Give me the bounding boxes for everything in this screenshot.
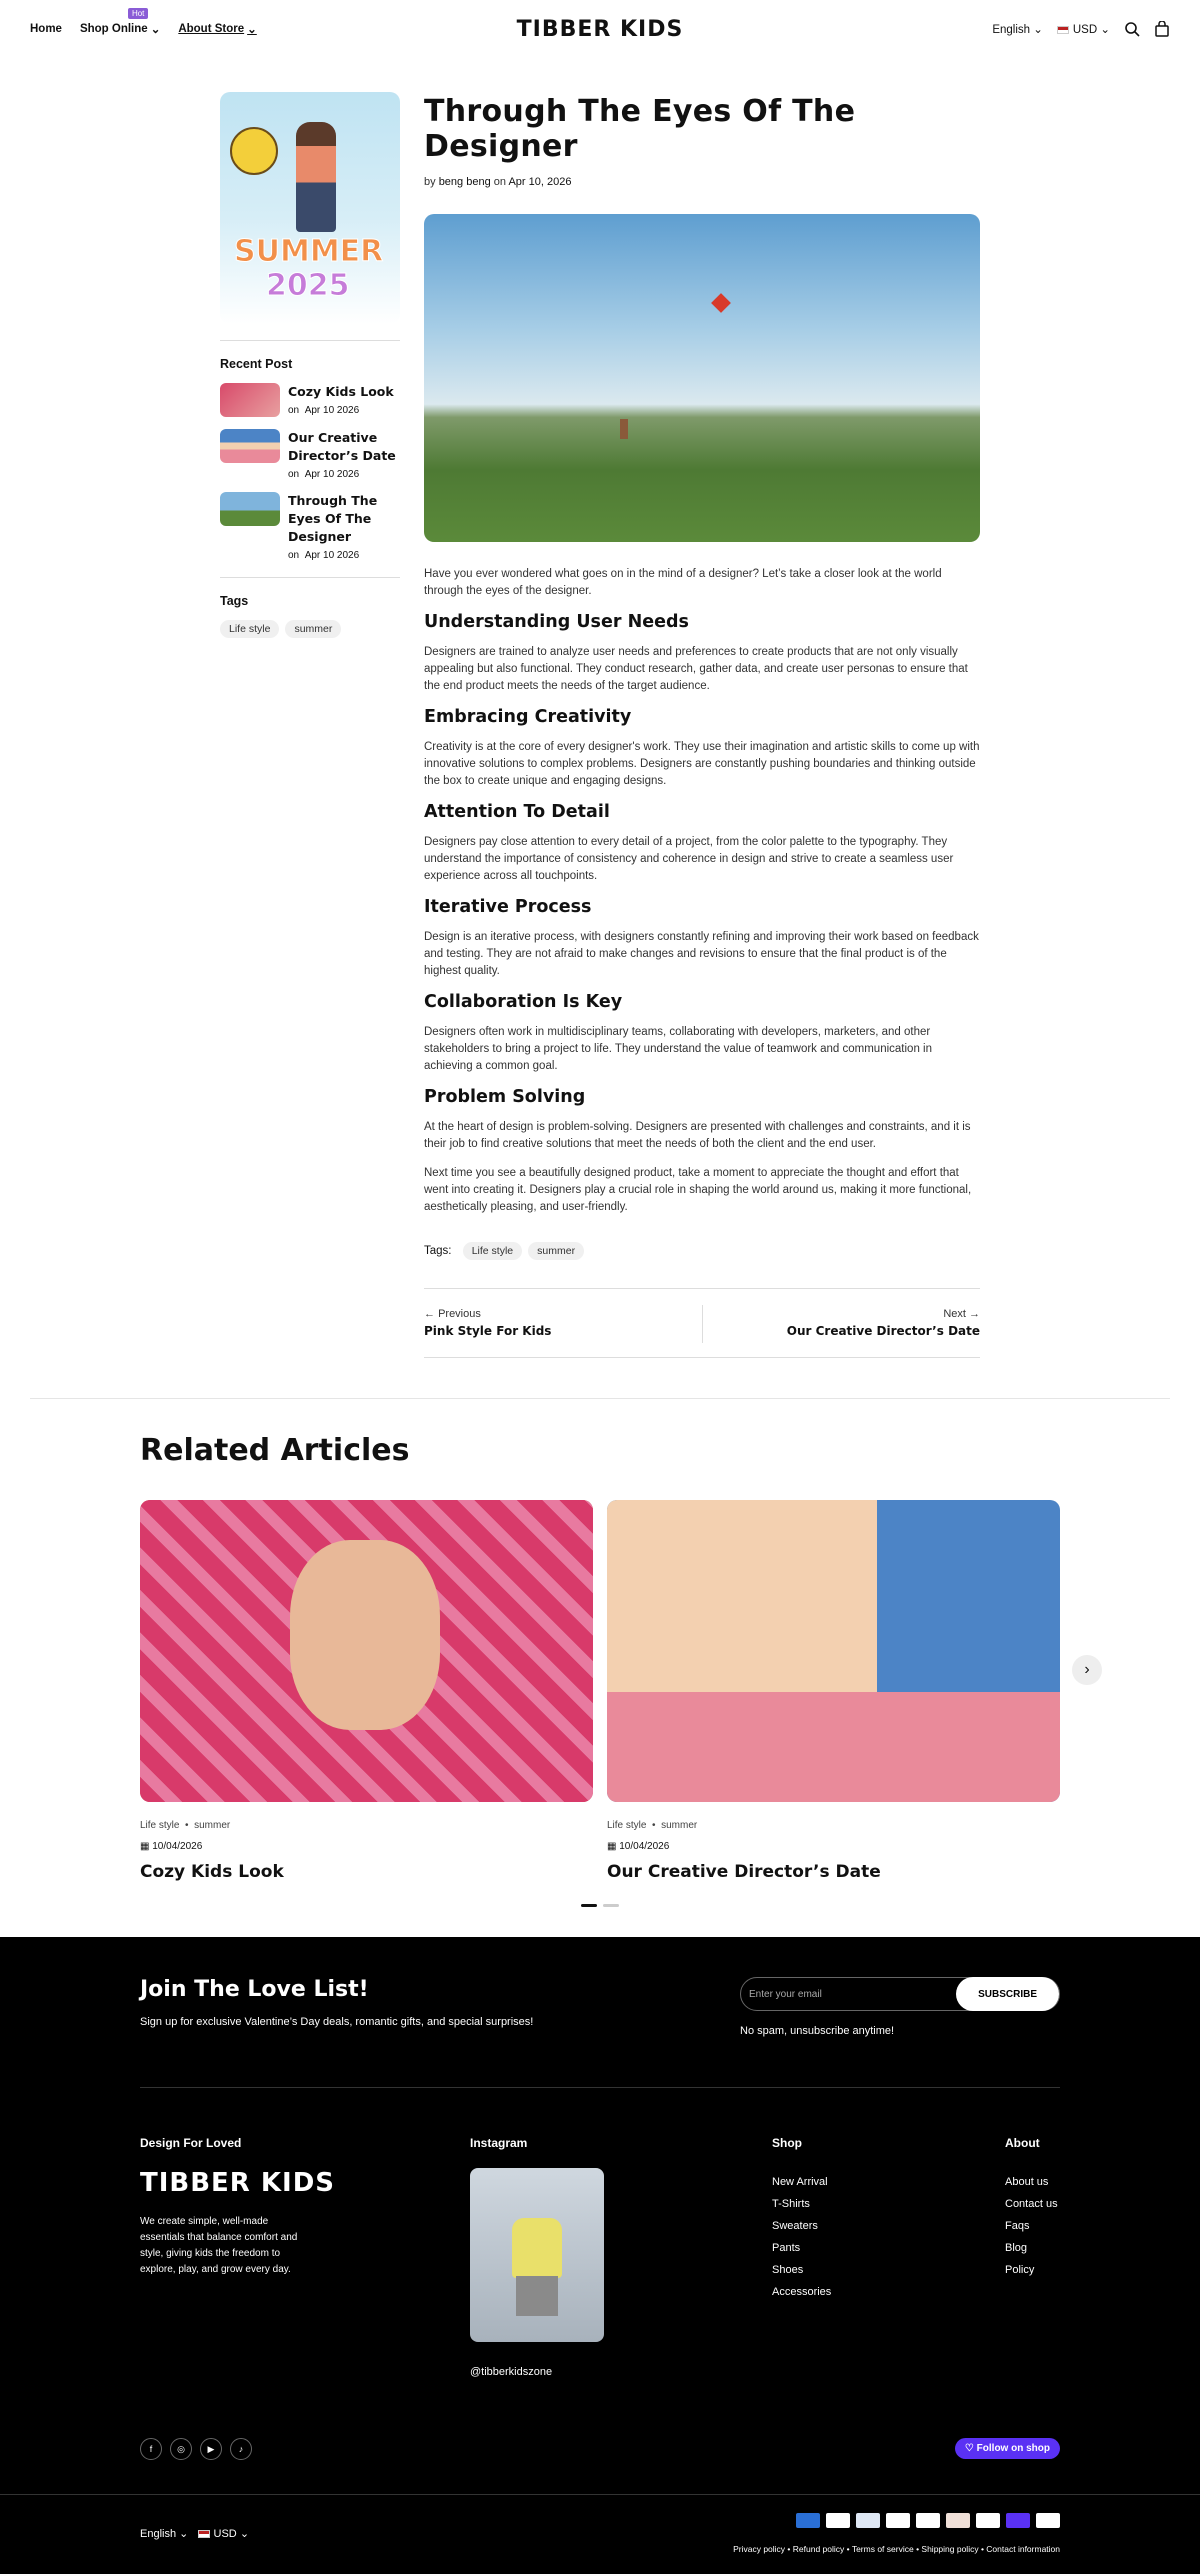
email-placeholder: Enter your email [749, 1988, 822, 2000]
brand-description: We create simple, well-made essentials that balance comfort and style, giving kids the freedom to explore, play, and grow every day. [140, 2216, 298, 2275]
newsletter [140, 1977, 1060, 2088]
post-date-on: on [288, 469, 300, 480]
nav-shop-online-label: Shop Online [79, 23, 148, 35]
tag-summer[interactable]: summer [285, 620, 341, 638]
nav-about-store[interactable]: About Store ⌄ [178, 23, 257, 36]
facebook-icon[interactable]: f [140, 2438, 162, 2460]
post-date [288, 550, 400, 561]
article-tags [424, 1242, 980, 1260]
card-date-value: 10/04/2026 [152, 1841, 203, 1852]
cart-icon[interactable] [1154, 21, 1170, 37]
byline-on: on [493, 176, 506, 188]
card-category[interactable]: summer [194, 1820, 231, 1831]
site-footer [0, 1937, 1200, 2574]
newsletter-title: Join The Love List! [140, 1977, 369, 2002]
shop-link[interactable]: Sweaters [772, 2220, 818, 2232]
tag-life-style[interactable]: Life style [463, 1242, 522, 1260]
instagram-handle[interactable]: @tibberkidszone [470, 2366, 553, 2378]
post-date-on: on [288, 405, 300, 416]
header-actions [992, 21, 1170, 37]
card-title[interactable]: Cozy Kids Look [140, 1862, 284, 1882]
card-date [607, 1841, 1060, 1852]
previous-post-link[interactable] [424, 1308, 702, 1338]
language-label: English [992, 24, 1031, 36]
about-link[interactable]: Contact us [1005, 2198, 1058, 2210]
section-heading: Attention To Detail [424, 802, 610, 822]
hero-image [424, 214, 980, 542]
related-card[interactable] [140, 1500, 593, 1882]
next-label: Next [943, 1308, 966, 1320]
us-flag-icon [1057, 26, 1069, 34]
post-date-value: Apr 10 2026 [304, 550, 360, 561]
carousel-dot[interactable] [581, 1904, 597, 1907]
shipping-link[interactable]: Shipping policy [921, 2544, 979, 2554]
diners-icon [856, 2513, 880, 2528]
no-spam-note: No spam, unsubscribe anytime! [740, 2025, 895, 2037]
pink-wall [607, 1692, 1060, 1802]
recent-post-item[interactable] [220, 492, 400, 561]
section-paragraph: Designers often work in multidisciplinary teams, collaborating with developers, marketers, and other stakeholders to bring a project to life. They understand the value of teamwork and communication in achieving a common goal. [424, 1026, 932, 1072]
section-paragraph: Creativity is at the core of every designer's work. They use their imagination and artistic skills to come up with innovative solutions to complex problems. Designers are constantly pushing boundaries and thinking outside the box to create unique and engaging designs. [424, 741, 980, 787]
footer-currency-label: USD [213, 2528, 237, 2540]
post-date [288, 469, 400, 480]
section-paragraph: Designers pay close attention to every detail of a project, from the color palette to the typography. They understand the importance of consistency and coherence in design and strive to create a seamless user experience across all touchpoints. [424, 836, 954, 882]
yellow-sweater [512, 2218, 562, 2278]
us-flag-icon [198, 2530, 210, 2538]
paypal-icon [976, 2513, 1000, 2528]
summer-banner[interactable] [220, 92, 400, 324]
boy-face [290, 1540, 440, 1730]
card-category[interactable]: summer [661, 1820, 698, 1831]
sun-illustration [230, 127, 278, 175]
article-title: Through The Eyes Of The Designer [424, 94, 856, 164]
tag-life-style[interactable]: Life style [220, 620, 279, 638]
privacy-link[interactable]: Privacy policy [733, 2544, 786, 2554]
youtube-icon[interactable]: ▶ [200, 2438, 222, 2460]
subscribe-button[interactable]: SUBSCRIBE [956, 1977, 1059, 2011]
contact-link[interactable]: Contact information [986, 2544, 1060, 2554]
recent-post-title: Recent Post [220, 357, 293, 371]
next-post-link[interactable] [702, 1308, 980, 1338]
about-link[interactable]: Blog [1005, 2242, 1028, 2254]
email-field[interactable] [740, 1977, 1060, 2011]
related-title: Related Articles [140, 1433, 410, 1468]
amex-icon [796, 2513, 820, 2528]
related-card[interactable] [607, 1500, 1060, 1882]
related-articles [0, 1399, 1200, 1907]
post-date-value: Apr 10 2026 [304, 405, 360, 416]
blog-layout [0, 58, 1200, 1358]
post-navigation [424, 1288, 980, 1358]
article-date: Apr 10, 2026 [508, 176, 572, 188]
post-title: Our Creative Director’s Date [288, 430, 396, 463]
card-category[interactable]: Life style [140, 1820, 180, 1831]
heart-icon: ♡ [964, 2443, 974, 2454]
card-categories: Life style • summer [140, 1820, 231, 1831]
about-link[interactable]: About us [1005, 2176, 1049, 2188]
instagram-icon[interactable]: ◎ [170, 2438, 192, 2460]
site-logo[interactable]: TIBBER KIDS [516, 16, 684, 42]
banner-text-year: 2025 [266, 268, 350, 303]
related-carousel [140, 1500, 1200, 1882]
section-heading: Collaboration Is Key [424, 992, 623, 1012]
card-categories: Life style • summer [607, 1820, 698, 1831]
visa-icon [1036, 2513, 1060, 2528]
card-image [607, 1500, 1060, 1802]
google-pay-icon [916, 2513, 940, 2528]
footer-brand [140, 2136, 470, 2428]
article-outro: Next time you see a beautifully designed product, take a moment to appreciate the thought and effort that went into creating it. Designers play a crucial role in shaping the world around us, making it more functional, aesthetically pleasing, and user-friendly. [424, 1167, 972, 1213]
hot-badge: Hot [128, 8, 148, 19]
nav-home[interactable]: Home [30, 23, 62, 35]
refund-link[interactable]: Refund policy [792, 2544, 845, 2554]
card-date [140, 1841, 593, 1852]
discover-icon [886, 2513, 910, 2528]
language-selector[interactable]: English ⌄ [992, 24, 1043, 36]
shop-link[interactable]: Pants [772, 2242, 801, 2254]
next-title: Our Creative Director’s Date [786, 1324, 980, 1338]
section-heading: Problem Solving [424, 1087, 586, 1107]
nav-shop-online[interactable]: Shop Online ⌄ Hot [79, 9, 161, 36]
payment-icons [733, 2513, 1060, 2528]
divider [220, 577, 400, 578]
chevron-right-icon: › [1084, 1661, 1090, 1678]
footer-logo[interactable]: TIBBER KIDS [140, 2168, 336, 2198]
currency-selector[interactable]: USD ⌄ [1057, 22, 1110, 36]
tiktok-icon[interactable]: ♪ [230, 2438, 252, 2460]
carousel-next-button[interactable] [1072, 1655, 1102, 1685]
newsletter-text: Sign up for exclusive Valentine’s Day deals, romantic gifts, and special surprises! [140, 2016, 534, 2028]
tags-title: Tags [220, 594, 249, 608]
about-link[interactable]: Faqs [1005, 2220, 1030, 2232]
footer-shop [772, 2136, 1005, 2428]
post-thumbnail [220, 383, 280, 417]
card-date-value: 10/04/2026 [619, 1841, 670, 1852]
kite-illustration [711, 293, 731, 313]
section-heading: Embracing Creativity [424, 707, 632, 727]
post-thumbnail [220, 492, 280, 526]
section-paragraph: At the heart of design is problem-solving. Designers are presented with challenges and constraints, and it is their job to find creative solutions that meet the needs of both the client and the end user. [424, 1121, 971, 1150]
shop-link[interactable]: Accessories [772, 2286, 832, 2298]
child-figure [620, 419, 628, 439]
terms-link[interactable]: Terms of service [851, 2544, 914, 2554]
section-paragraph: Design is an iterative process, with designers constantly refining and improving their work based on feedback and testing. They are not afraid to make changes and revisions to ensure that the final product is of the highest quality. [424, 931, 979, 977]
nav-about-label: About Store [178, 23, 245, 35]
byline-by: by [424, 176, 436, 188]
card-image [140, 1500, 593, 1802]
blog-sidebar [220, 92, 400, 1358]
divider [702, 1305, 703, 1343]
search-icon[interactable] [1124, 21, 1140, 37]
follow-label: Follow on shop [976, 2443, 1050, 2454]
instagram-photo[interactable] [470, 2168, 604, 2342]
apple-pay-icon [826, 2513, 850, 2528]
currency-label: USD [1072, 24, 1098, 36]
card-category[interactable]: Life style [607, 1820, 647, 1831]
previous-label: Previous [438, 1308, 481, 1320]
arrow-right-icon: → [969, 1308, 980, 1320]
post-date [288, 405, 394, 416]
post-date-value: Apr 10 2026 [304, 469, 360, 480]
tags-label: Tags: [424, 1245, 452, 1257]
main-nav [30, 9, 257, 36]
calendar-icon: ▦ [607, 1841, 617, 1852]
mastercard-icon [946, 2513, 970, 2528]
tag-summer[interactable]: summer [528, 1242, 584, 1260]
article-byline [424, 176, 980, 188]
kid-illustration [296, 122, 336, 232]
subscribe-form [740, 1977, 1060, 2037]
footer-currency-selector[interactable]: USD ⌄ [198, 2528, 250, 2540]
card-title[interactable]: Our Creative Director’s Date [607, 1862, 881, 1882]
shop-title: Shop [772, 2136, 802, 2150]
footer-about [1005, 2136, 1058, 2428]
post-date-on: on [288, 550, 300, 561]
carousel-dot[interactable] [603, 1904, 619, 1907]
banner-text-summer: SUMMER [234, 234, 384, 269]
grey-shorts [516, 2276, 558, 2316]
section-heading: Understanding User Needs [424, 612, 689, 632]
social-icons [140, 2428, 1060, 2460]
section-paragraph: Designers are trained to analyze user needs and preferences to create products that are not only visually appealing but also functional. They conduct research, gather data, and create user personas to ensure that the end product meets the needs of the target audience. [424, 646, 968, 692]
footer-language-label: English [140, 2528, 177, 2540]
brand-tagline: Design For Loved [140, 2136, 242, 2150]
author-name[interactable]: beng beng [438, 176, 491, 188]
building-shape [607, 1500, 877, 1700]
post-thumbnail [220, 429, 280, 463]
about-title: About [1005, 2136, 1040, 2150]
follow-on-shop-button[interactable] [955, 2438, 1060, 2459]
carousel-dots [140, 1904, 1200, 1907]
divider [220, 340, 400, 341]
instagram-title: Instagram [470, 2136, 528, 2150]
shop-link[interactable]: New Arrival [772, 2176, 828, 2188]
footer-columns [140, 2088, 1060, 2428]
section-heading: Iterative Process [424, 897, 592, 917]
article [424, 92, 980, 1358]
about-link[interactable]: Policy [1005, 2264, 1035, 2276]
footer-bottom [0, 2494, 1200, 2574]
shop-link[interactable]: Shoes [772, 2264, 804, 2276]
social-row [140, 2428, 1060, 2460]
recent-post-item[interactable] [220, 383, 400, 417]
post-title: Cozy Kids Look [288, 384, 394, 399]
locale-selectors [140, 2527, 249, 2554]
article-intro: Have you ever wondered what goes on in the mind of a designer? Let’s take a closer look at the world through the eyes of the designer. [424, 568, 942, 597]
previous-title: Pink Style For Kids [424, 1324, 552, 1338]
arrow-left-icon: ← [424, 1308, 435, 1320]
footer-language-selector[interactable]: English ⌄ [140, 2528, 189, 2540]
legal-links: Privacy policy • Refund policy • Terms of service • Shipping policy • Contact information [733, 2544, 1060, 2554]
recent-post-item[interactable] [220, 429, 400, 480]
post-title: Through The Eyes Of The Designer [288, 493, 378, 544]
shop-pay-icon [1006, 2513, 1030, 2528]
calendar-icon: ▦ [140, 1841, 150, 1852]
footer-instagram [470, 2136, 772, 2428]
shop-link[interactable]: T-Shirts [772, 2198, 810, 2210]
site-header [0, 0, 1200, 58]
